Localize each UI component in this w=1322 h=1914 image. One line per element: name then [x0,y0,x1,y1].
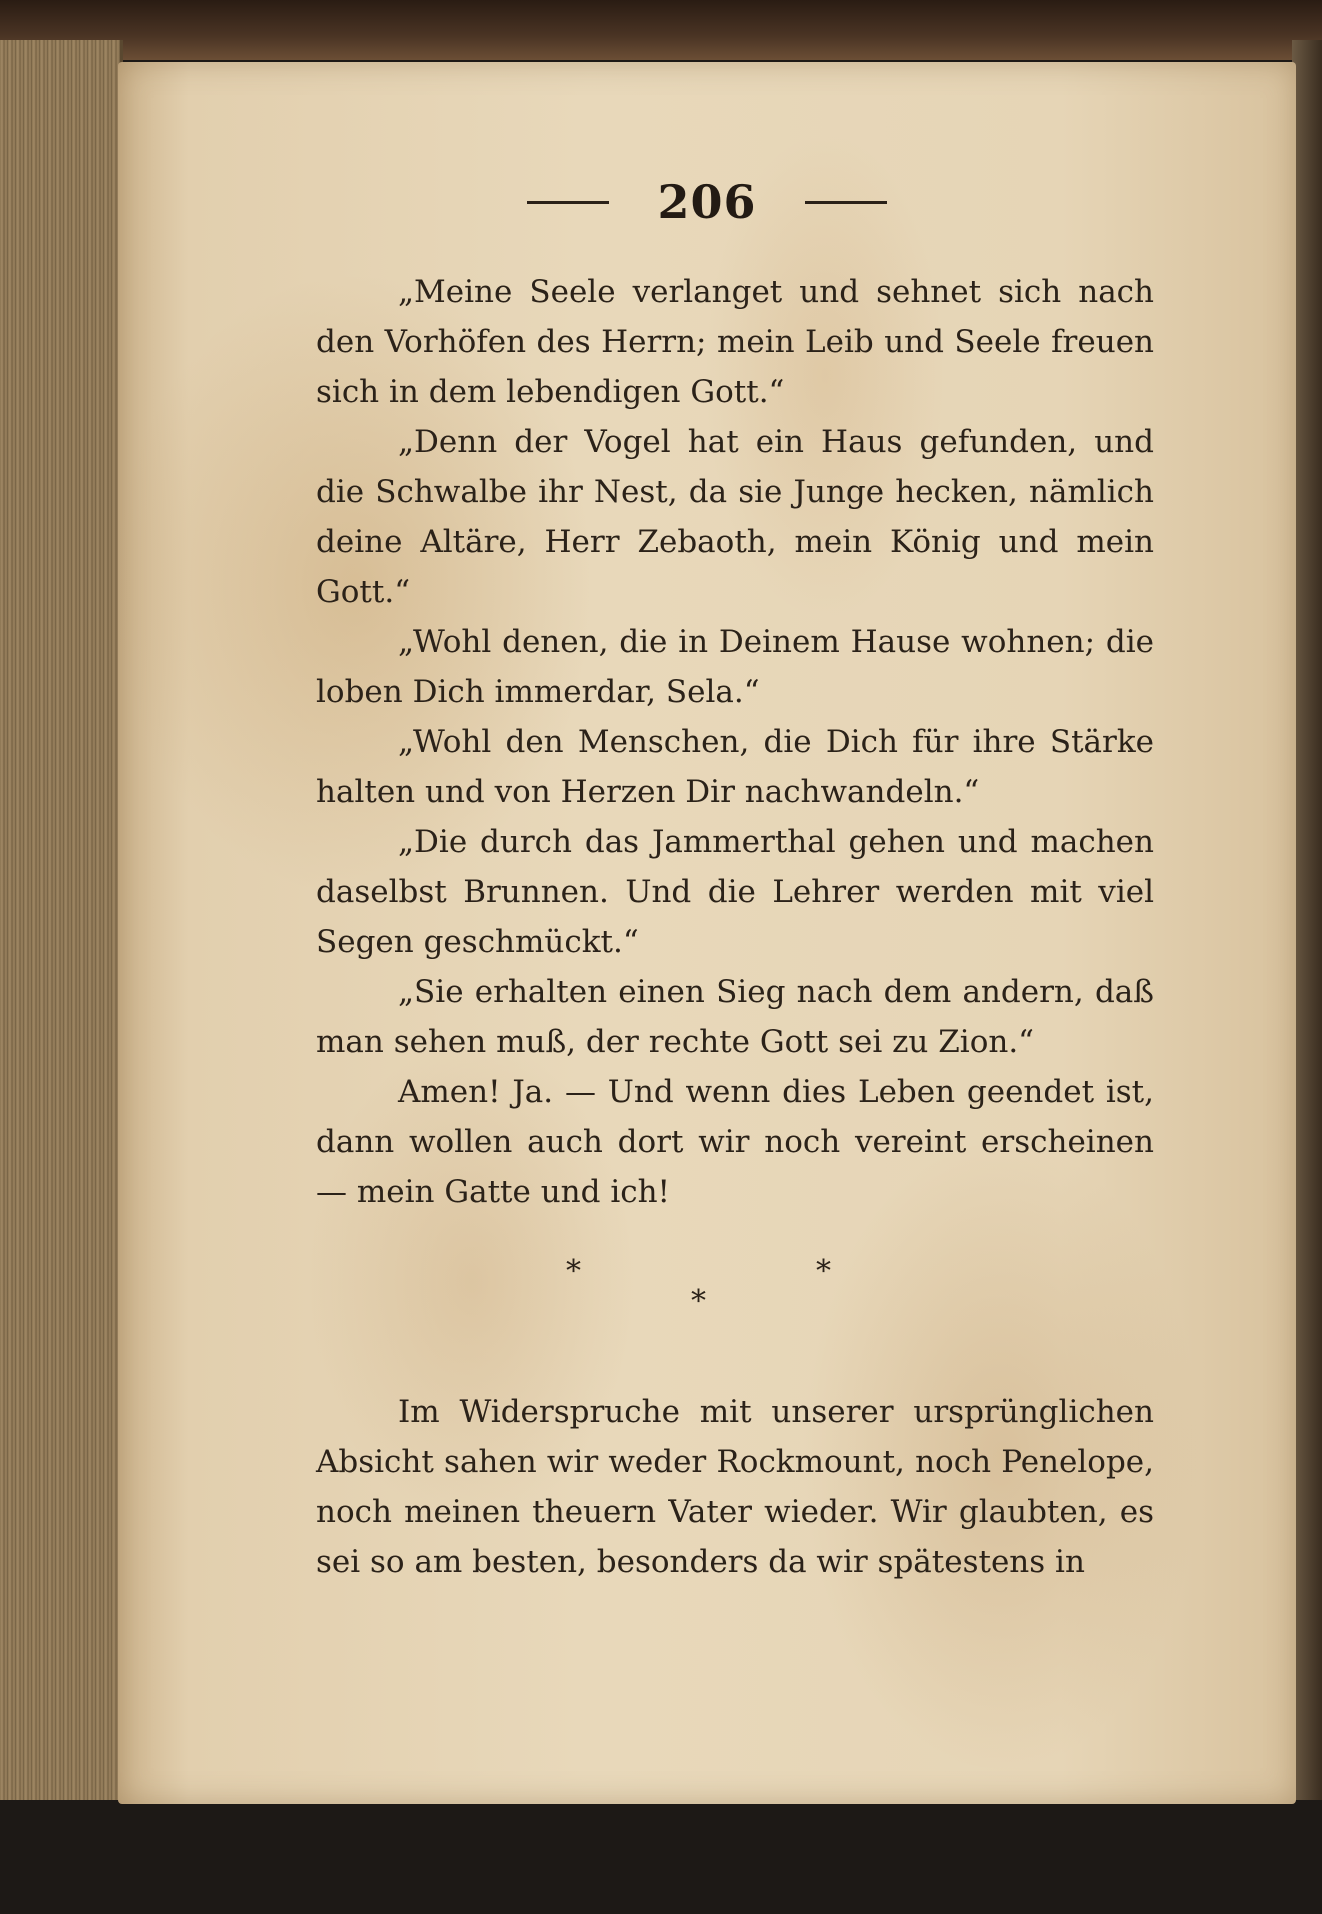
paragraph-8: Im Widerspruche mit unserer ursprünglichen Absicht sahen wir weder Rockmount, noch Penelope, noch meinen theuern Vater wieder. Wir glaubten, es sei so am besten, besonders da wir spätestens in [316,1394,1154,1580]
header-rule-right [805,201,887,204]
book-right-edge [1292,40,1322,1800]
paragraph-4: „Wohl den Menschen, die Dich für ihre Stärke halten und von Herzen Dir nachwandeln.“ [316,724,1154,810]
header-rule-left [527,201,609,204]
book-page [118,62,1296,1804]
separator-asterisk: * [691,1284,706,1319]
separator-asterisk: * [566,1254,581,1289]
book-page-edges [0,40,123,1800]
paragraph-3: „Wohl denen, die in Deinem Hause wohnen; die loben Dich immerdar, Sela.“ [316,624,1154,710]
page-header [118,162,1296,242]
section-separator [316,1217,1154,1387]
paragraph-6: „Sie erhalten einen Sieg nach dem andern, daß man sehen muß, der rechte Gott sei zu Zion.“ [316,974,1154,1060]
book-top-edge [0,0,1322,60]
separator-asterisk: * [816,1254,831,1289]
paragraph-7: Amen! Ja. — Und wenn dies Leben geendet ist, dann wollen auch dort wir noch vereint erscheinen — mein Gatte und ich! [316,1074,1154,1210]
paragraph-2: „Denn der Vogel hat ein Haus gefunden, und die Schwalbe ihr Nest, da sie Junge hecken, nämlich deine Altäre, Herr Zebaoth, mein König und mein Gott.“ [316,424,1154,610]
paragraph-1: „Meine Seele verlanget und sehnet sich nach den Vorhöfen des Herrn; mein Leib und Seele freuen sich in dem lebendigen Gott.“ [316,274,1154,410]
page-number: 206 [657,175,757,229]
paragraph-5: „Die durch das Jammerthal gehen und machen daselbst Brunnen. Und die Lehrer werden mit viel Segen geschmückt.“ [316,824,1154,960]
body-text [316,267,1154,1587]
